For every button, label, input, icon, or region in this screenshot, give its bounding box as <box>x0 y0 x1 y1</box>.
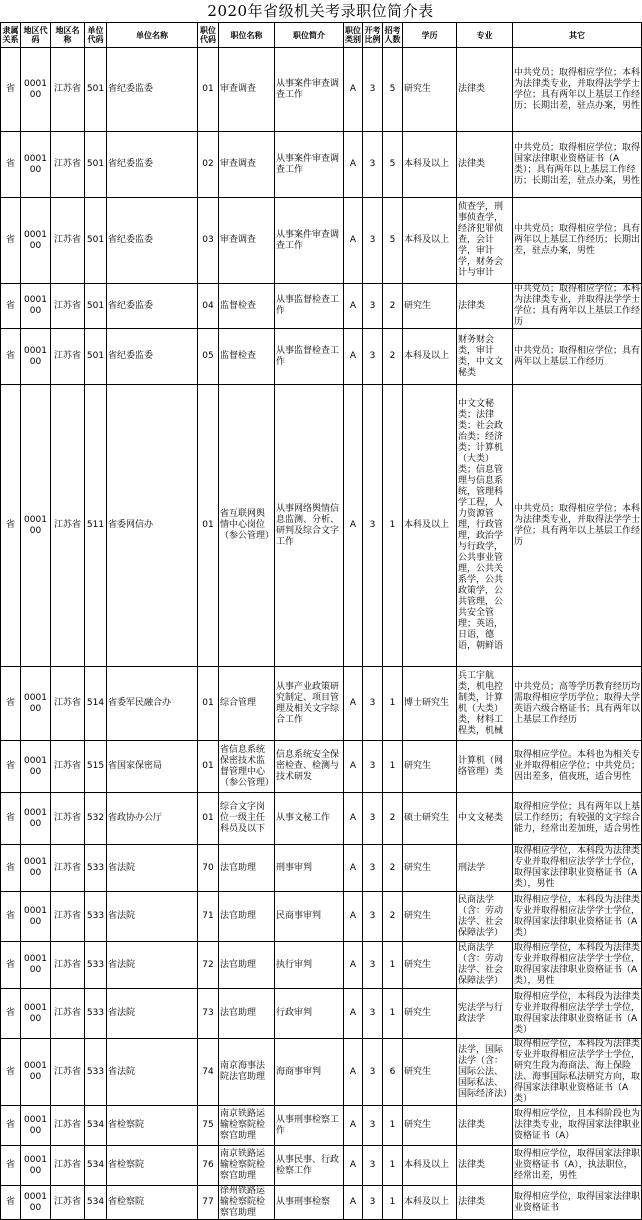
cell-other: 中共党员；取得相应学位；本科为法律类专业，并取得法学学士学位；具有两年以上基层工作经历；长期出差，驻点办案，男性 <box>513 48 642 132</box>
header-rel: 隶属关系 <box>1 23 21 48</box>
cell-desc: 海商事审判 <box>275 1039 344 1106</box>
cell-area-code: 000100 <box>21 132 51 198</box>
cell-unit: 省政协办公厅 <box>107 793 198 845</box>
cell-other: 中共党员；高等学历教育经历均需取得相应学历学位；取得大学英语六级合格证书；具有两年以上基层工作经历 <box>513 667 642 741</box>
cell-pos: 监督检查 <box>219 284 275 329</box>
cell-other: 中共党员；取得相应学位；本科为法律类专业，并取得法学学士学位；具有两年以上基层工作经历 <box>514 284 641 327</box>
cell-edu: 研究生 <box>403 942 457 989</box>
cell-edu: 博士研究生 <box>403 667 457 741</box>
cell-desc: 从事刑事检察工作 <box>275 1106 344 1146</box>
cell-area-code: 000100 <box>21 845 51 892</box>
cell-num: 1 <box>383 667 403 741</box>
table-row <box>1 793 642 845</box>
cell-edu: 本科及以上 <box>403 385 457 667</box>
cell-unit: 省法院 <box>107 942 198 989</box>
cell-edu: 研究生 <box>403 741 457 793</box>
cell-pos: 徐州铁路运输检察院检察官助理 <box>219 1186 275 1220</box>
cell-unit: 省检察院 <box>107 1106 198 1146</box>
cell-ratio: 3 <box>363 284 383 329</box>
cell-num: 6 <box>383 1039 403 1106</box>
cell-desc: 从事民事、行政检察工作 <box>275 1146 344 1186</box>
cell-rel: 省 <box>1 793 21 845</box>
cell-other: 取得相应学位，本科段为法律类专业并取得相应法学学士学位，取得国家法律职业资格证书（A类），男性 <box>513 845 642 892</box>
cell-pos-code: 03 <box>198 198 219 284</box>
cell-unit: 省检察院 <box>107 1146 198 1186</box>
cell-unit: 省纪委监委 <box>107 132 198 198</box>
cell-ratio: 3 <box>363 741 383 793</box>
cell-num: 1 <box>383 1146 403 1186</box>
cell-ratio: 3 <box>363 48 383 132</box>
cell-pos: 法官助理 <box>219 892 275 942</box>
cell-rel: 省 <box>1 989 21 1039</box>
cell-area: 江苏省 <box>51 845 85 892</box>
cell-pos-code: 72 <box>198 942 219 989</box>
cell-area-code: 000100 <box>21 667 51 741</box>
cell-cat: A <box>344 284 363 329</box>
cell-edu: 硕士研究生 <box>403 793 457 845</box>
cell-rel: 省 <box>1 942 21 989</box>
cell-pos: 审查调查 <box>219 132 275 198</box>
cell-desc: 从事监督检查工作 <box>275 284 344 329</box>
cell-unit-code: 534 <box>85 1146 107 1186</box>
cell-unit: 省检察院 <box>107 1186 198 1220</box>
cell-major: 法律类 <box>457 284 513 329</box>
cell-area-code: 000100 <box>21 741 51 793</box>
cell-major: 民商法学（含：劳动法学、社会保障法学） <box>457 892 513 942</box>
cell-other: 取得相应学位；具有两年以上基层工作经历；有较强的文字综合能力，经常出差加班，适合男性 <box>513 793 642 845</box>
cell-desc: 从事案件审查调查工作 <box>275 132 344 198</box>
cell-num: 2 <box>383 892 403 942</box>
cell-area-code: 000100 <box>21 1039 51 1106</box>
cell-unit-code: 501 <box>85 329 107 385</box>
cell-edu: 本科及以上 <box>403 132 457 198</box>
cell-desc: 行政审判 <box>275 989 344 1039</box>
cell-area: 江苏省 <box>51 1106 85 1146</box>
cell-pos: 审查调查 <box>219 48 275 132</box>
table-row <box>1 1146 642 1186</box>
cell-ratio: 3 <box>363 892 383 942</box>
cell-cat: A <box>344 667 363 741</box>
cell-area: 江苏省 <box>51 1146 85 1186</box>
table-row <box>1 741 642 793</box>
header-desc: 职位简介 <box>275 23 344 48</box>
cell-num: 5 <box>383 132 403 198</box>
cell-num: 1 <box>383 385 403 667</box>
cell-major: 法律类 <box>457 132 513 198</box>
cell-pos-code: 01 <box>198 793 219 845</box>
cell-other: 取得相应学位。本科也为相关专业并取得相应学位；中共党员；因出差多，值夜班，适合男性 <box>513 741 642 793</box>
cell-pos: 法官助理 <box>219 942 275 989</box>
cell-area-code: 000100 <box>21 1106 51 1146</box>
cell-major: 计算机（网络管理）类 <box>457 741 513 793</box>
cell-pos-code: 02 <box>198 132 219 198</box>
cell-desc: 从事案件审查调查工作 <box>275 198 344 284</box>
cell-num: 5 <box>383 198 403 284</box>
cell-unit-code: 533 <box>85 1039 107 1106</box>
cell-other: 中共党员；取得相应学位；本科为法律类专业，并取得法学学士学位；具有两年以上基层工作经历 <box>513 385 642 667</box>
cell-rel: 省 <box>1 48 21 132</box>
cell-major: 法学，国际法学（含：国际公法、国际私法、国际经济法） <box>457 1039 513 1106</box>
cell-major: 法律类 <box>457 1106 513 1146</box>
cell-ratio: 3 <box>363 1106 383 1146</box>
cell-cat: A <box>344 1146 363 1186</box>
header-pos-code: 职位代码 <box>198 23 219 48</box>
cell-area: 江苏省 <box>51 892 85 942</box>
cell-pos: 南京铁路运输检察院检察官助理 <box>219 1146 275 1186</box>
cell-unit: 省纪委监委 <box>107 48 198 132</box>
cell-desc: 从事文秘工作 <box>275 793 344 845</box>
cell-major: 宪法学与行政法学 <box>457 989 513 1039</box>
cell-ratio: 3 <box>363 667 383 741</box>
cell-pos: 省互联网舆情中心岗位（参公管理） <box>219 385 275 667</box>
cell-area: 江苏省 <box>51 793 85 845</box>
table-row <box>1 385 642 667</box>
table-wrap <box>0 22 641 1218</box>
cell-unit: 省纪委监委 <box>107 198 198 284</box>
cell-desc: 执行审判 <box>275 942 344 989</box>
cell-pos: 省信息系统保密技术监督管理中心（参公管理） <box>219 741 275 793</box>
cell-rel: 省 <box>1 741 21 793</box>
header-cat: 职位类别 <box>344 23 363 48</box>
cell-area-code: 000100 <box>21 892 51 942</box>
cell-major: 财务财会类，审计类，中文文秘类 <box>457 329 513 385</box>
cell-pos: 南京海事法院法官助理 <box>219 1039 275 1106</box>
cell-other: 取得相应学位，本科段为法律类专业并取得相应法学学士学位，研究生段为海商法、海上保险法、海事国际私法研究方向，取得国家法律职业资格证书（A类） <box>514 1039 641 1104</box>
cell-unit: 省纪委监委 <box>107 284 198 329</box>
cell-rel: 省 <box>1 198 21 284</box>
cell-cat: A <box>344 989 363 1039</box>
cell-major: 中文文秘类 <box>457 793 513 845</box>
cell-rel: 省 <box>1 845 21 892</box>
cell-unit: 省法院 <box>107 892 198 942</box>
cell-num: 1 <box>383 1106 403 1146</box>
cell-unit: 省法院 <box>107 845 198 892</box>
cell-area-code: 000100 <box>21 1186 51 1220</box>
cell-area-code: 000100 <box>21 793 51 845</box>
cell-unit-code: 533 <box>85 942 107 989</box>
cell-area: 江苏省 <box>51 667 85 741</box>
cell-edu: 研究生 <box>403 1039 457 1106</box>
table-row <box>1 1186 642 1220</box>
cell-other: 取得相应学位，本科段为法律类专业并取得相应法学学士学位，取得国家法律职业资格证书（A类），男性 <box>513 942 642 989</box>
header-area-code: 地区代码 <box>21 23 51 48</box>
cell-pos-code: 77 <box>198 1186 219 1220</box>
cell-ratio: 3 <box>363 942 383 989</box>
cell-area-code: 000100 <box>21 385 51 667</box>
cell-ratio: 3 <box>363 132 383 198</box>
cell-edu: 研究生 <box>403 989 457 1039</box>
cell-area: 江苏省 <box>51 385 85 667</box>
cell-area: 江苏省 <box>51 1186 85 1220</box>
cell-cat: A <box>344 329 363 385</box>
cell-area-code: 000100 <box>21 198 51 284</box>
cell-num: 2 <box>383 284 403 329</box>
cell-cat: A <box>344 942 363 989</box>
cell-pos: 监督检查 <box>219 329 275 385</box>
cell-num: 2 <box>383 329 403 385</box>
cell-pos: 南京铁路运输检察院检察官助理 <box>219 1106 275 1146</box>
cell-cat: A <box>344 793 363 845</box>
cell-unit: 省委军民融合办 <box>107 667 198 741</box>
cell-pos-code: 73 <box>198 989 219 1039</box>
cell-major: 法律类 <box>457 48 513 132</box>
cell-ratio: 3 <box>363 989 383 1039</box>
cell-cat: A <box>344 892 363 942</box>
table-row <box>1 132 642 198</box>
cell-pos: 法官助理 <box>219 845 275 892</box>
header-ratio: 开考比例 <box>363 23 383 48</box>
cell-unit: 省法院 <box>107 989 198 1039</box>
cell-unit-code: 533 <box>85 845 107 892</box>
cell-num: 2 <box>383 845 403 892</box>
cell-rel: 省 <box>1 329 21 385</box>
cell-pos: 审查调查 <box>219 198 275 284</box>
cell-other: 取得相应学位，取得国家法律职业资格证书 <box>513 1186 642 1220</box>
cell-unit-code: 534 <box>85 1106 107 1146</box>
header-unit: 单位名称 <box>107 23 198 48</box>
cell-other: 中共党员；取得相应学位；取得国家法律职业资格证书（A类）；具有两年以上基层工作经历；长期出差，驻点办案，男性 <box>513 132 642 198</box>
cell-rel: 省 <box>1 1146 21 1186</box>
cell-pos-code: 04 <box>198 284 219 329</box>
cell-pos-code: 01 <box>198 385 219 667</box>
cell-unit-code: 511 <box>85 385 107 667</box>
header-other: 其它 <box>513 23 642 48</box>
cell-rel: 省 <box>1 1039 21 1106</box>
job-table <box>0 22 642 1220</box>
cell-major: 中文文秘类；法律类；社会政治类；经济类；计算机（大类）类；信息管理与信息系统，管理科学工程，人力资源管理，行政管理，政治学与行政学，公共事业管理，公共关系学，公共政策学，公共管理，公共安全管理；英语，日语，德语，朝鲜语 <box>457 385 513 667</box>
cell-area-code: 000100 <box>21 942 51 989</box>
cell-desc: 从事网络舆情信息监测、分析、研判及综合文字工作 <box>275 385 344 667</box>
cell-ratio: 3 <box>363 793 383 845</box>
cell-cat: A <box>344 1186 363 1220</box>
cell-num: 2 <box>383 793 403 845</box>
cell-pos-code: 76 <box>198 1146 219 1186</box>
table-row <box>1 845 642 892</box>
cell-pos-code: 05 <box>198 329 219 385</box>
cell-ratio: 3 <box>363 1186 383 1220</box>
table-row <box>1 198 642 284</box>
cell-major: 侦查学，刑事侦查学，经济犯罪侦查，会计学，审计学，财务会计与审计 <box>457 198 513 284</box>
cell-area: 江苏省 <box>51 198 85 284</box>
cell-desc: 从事产业政策研究制定、项目管理及相关文字综合工作 <box>275 667 344 741</box>
cell-desc: 民商事审判 <box>275 892 344 942</box>
cell-unit-code: 533 <box>85 892 107 942</box>
cell-area: 江苏省 <box>51 989 85 1039</box>
cell-pos-code: 75 <box>198 1106 219 1146</box>
table-row <box>1 329 642 385</box>
cell-ratio: 3 <box>363 1146 383 1186</box>
table-body <box>1 48 642 1220</box>
cell-edu: 研究生 <box>403 892 457 942</box>
cell-pos-code: 71 <box>198 892 219 942</box>
header-num: 招考人数 <box>383 23 403 48</box>
cell-pos-code: 01 <box>198 48 219 132</box>
cell-rel: 省 <box>1 667 21 741</box>
cell-pos: 法官助理 <box>219 989 275 1039</box>
cell-pos-code: 70 <box>198 845 219 892</box>
cell-pos-code: 01 <box>198 741 219 793</box>
cell-area-code: 000100 <box>21 48 51 132</box>
cell-pos-code: 74 <box>198 1039 219 1106</box>
cell-unit: 省纪委监委 <box>107 329 198 385</box>
cell-edu: 本科及以上 <box>403 1186 457 1220</box>
cell-pos: 综合文字岗位一级主任科员及以下 <box>219 793 275 845</box>
cell-edu: 研究生 <box>403 1106 457 1146</box>
cell-num: 1 <box>383 989 403 1039</box>
cell-num: 5 <box>383 48 403 132</box>
cell-unit-code: 532 <box>85 793 107 845</box>
cell-unit-code: 515 <box>85 741 107 793</box>
cell-other: 取得相应学位，本科段为法律类专业并取得相应法学学士学位，取得国家法律职业资格证书（A类） <box>513 892 642 942</box>
cell-num: 1 <box>383 942 403 989</box>
table-row <box>1 667 642 741</box>
header-edu: 学历 <box>403 23 457 48</box>
cell-edu: 本科及以上 <box>403 1146 457 1186</box>
cell-unit: 省委网信办 <box>107 385 198 667</box>
table-row <box>1 942 642 989</box>
cell-desc: 信息系统安全保密检查、检测与技术研发 <box>275 741 344 793</box>
header-area: 地区名称 <box>51 23 85 48</box>
cell-area-code: 000100 <box>21 329 51 385</box>
cell-area: 江苏省 <box>51 329 85 385</box>
table-row <box>1 989 642 1039</box>
cell-unit-code: 501 <box>85 284 107 329</box>
cell-rel: 省 <box>1 284 21 329</box>
cell-area: 江苏省 <box>51 942 85 989</box>
cell-desc: 从事刑事检察 <box>275 1186 344 1220</box>
cell-cat: A <box>344 845 363 892</box>
cell-cat: A <box>344 1106 363 1146</box>
header-pos: 职位名称 <box>219 23 275 48</box>
cell-major: 民商法学（含：劳动法学、社会保障法学） <box>457 942 513 989</box>
cell-major: 兵工宇航类，机电控制类，计算机（大类）类，材料工程类，机械 <box>457 667 513 741</box>
cell-ratio: 3 <box>363 1039 383 1106</box>
cell-area: 江苏省 <box>51 1039 85 1106</box>
cell-rel: 省 <box>1 892 21 942</box>
cell-ratio: 3 <box>363 845 383 892</box>
cell-rel: 省 <box>1 385 21 667</box>
cell-unit-code: 514 <box>85 667 107 741</box>
cell-edu: 研究生 <box>403 284 457 329</box>
cell-ratio: 3 <box>363 385 383 667</box>
cell-edu: 研究生 <box>403 48 457 132</box>
cell-pos-code: 01 <box>198 667 219 741</box>
table-row <box>1 892 642 942</box>
cell-cat: A <box>344 1039 363 1106</box>
cell-other: 取得相应学位，本科段为法律类专业并取得相应法学学士学位，取得国家法律职业资格证书（A类） <box>513 989 642 1039</box>
cell-cat: A <box>344 48 363 132</box>
cell-rel: 省 <box>1 1186 21 1220</box>
table-row <box>1 284 642 329</box>
cell-edu: 本科及以上 <box>403 198 457 284</box>
cell-other: 中共党员；取得相应学位；具有两年以上基层工作经历；长期出差，驻点办案，男性 <box>513 198 642 284</box>
cell-area-code: 000100 <box>21 989 51 1039</box>
cell-cat: A <box>344 132 363 198</box>
cell-area: 江苏省 <box>51 48 85 132</box>
cell-major: 法律类 <box>457 1146 513 1186</box>
table-row <box>1 1106 642 1146</box>
cell-edu: 本科及以上 <box>403 329 457 385</box>
cell-cat: A <box>344 741 363 793</box>
cell-num: 1 <box>383 1186 403 1220</box>
table-row <box>1 1039 642 1106</box>
page-title: 2020年省级机关考录职位简介表 <box>207 2 434 20</box>
cell-num: 1 <box>383 741 403 793</box>
cell-unit-code: 501 <box>85 48 107 132</box>
cell-rel: 省 <box>1 132 21 198</box>
cell-desc: 从事案件审查调查工作 <box>275 48 344 132</box>
cell-area: 江苏省 <box>51 132 85 198</box>
cell-edu: 研究生 <box>403 845 457 892</box>
cell-cat: A <box>344 198 363 284</box>
cell-area-code: 000100 <box>21 1146 51 1186</box>
table-row <box>1 48 642 132</box>
header-major: 专业 <box>457 23 513 48</box>
cell-unit-code: 501 <box>85 132 107 198</box>
header-unit-code: 单位代码 <box>85 23 107 48</box>
cell-unit-code: 534 <box>85 1186 107 1220</box>
cell-cat: A <box>344 385 363 667</box>
cell-pos: 综合管理 <box>219 667 275 741</box>
cell-unit-code: 501 <box>85 198 107 284</box>
cell-desc: 从事监督检查工作 <box>275 329 344 385</box>
cell-area: 江苏省 <box>51 284 85 329</box>
cell-major: 法律类 <box>457 1186 513 1220</box>
cell-unit-code: 533 <box>85 989 107 1039</box>
cell-desc: 刑事审判 <box>275 845 344 892</box>
cell-area-code: 000100 <box>21 284 51 329</box>
cell-ratio: 3 <box>363 329 383 385</box>
cell-other: 取得相应学位，且本科阶段也为法律类专业，取得国家法律职业资格证书（A） <box>513 1106 642 1146</box>
cell-ratio: 3 <box>363 198 383 284</box>
cell-unit: 省法院 <box>107 1039 198 1106</box>
cell-major: 刑法学 <box>457 845 513 892</box>
cell-area: 江苏省 <box>51 741 85 793</box>
cell-unit: 省国家保密局 <box>107 741 198 793</box>
cell-other: 取得相应学位，取得国家法律职业资格证书（A），执法职位，经常出差，男性 <box>513 1146 642 1186</box>
cell-rel: 省 <box>1 1106 21 1146</box>
header-row <box>1 23 642 48</box>
cell-other: 中共党员；取得相应学位；具有两年以上基层工作经历 <box>513 329 642 385</box>
